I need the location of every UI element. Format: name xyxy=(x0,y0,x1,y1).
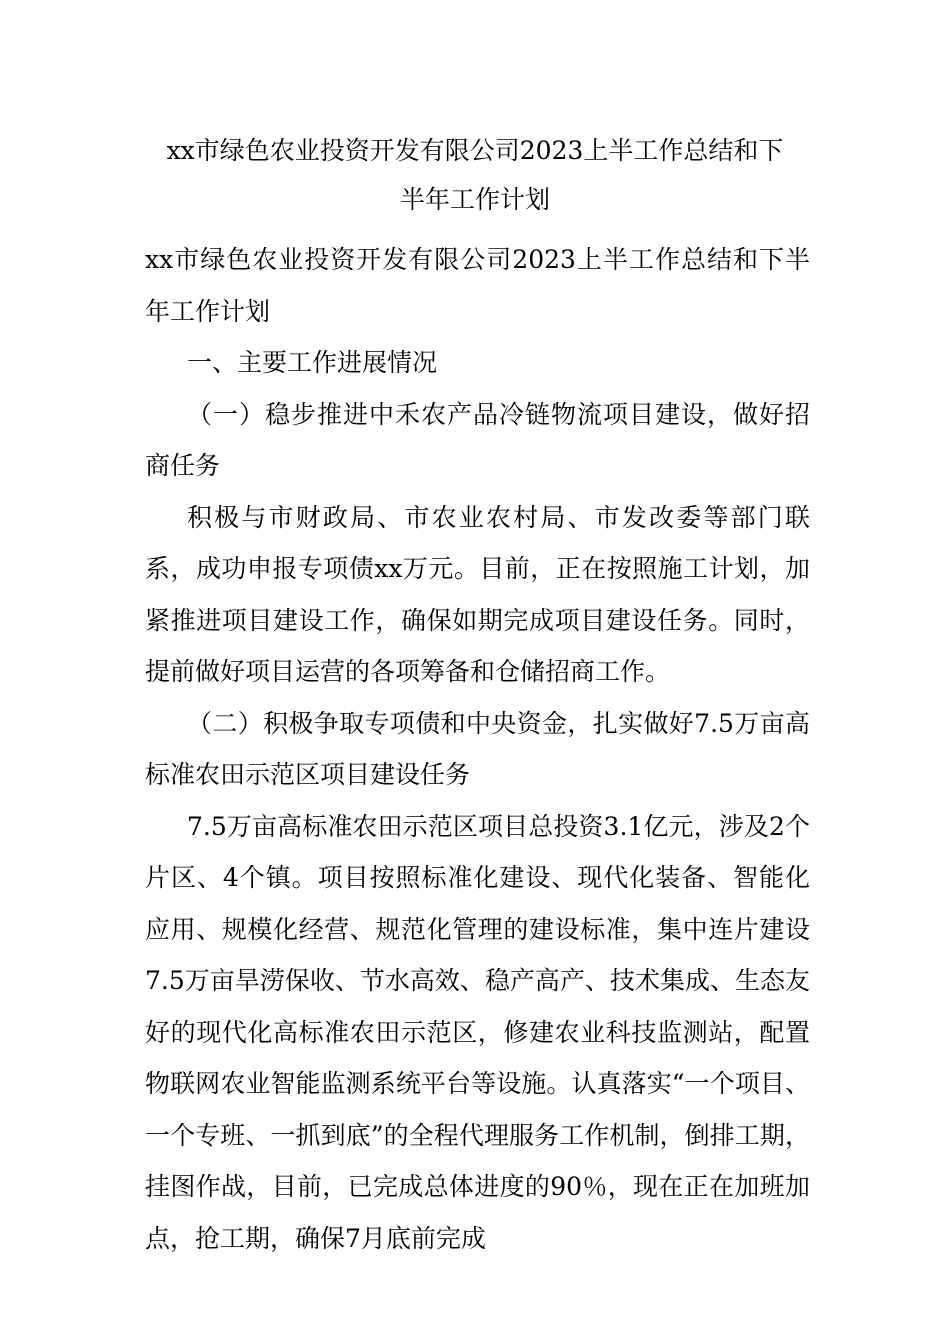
subsection-heading-2: （二）积极争取专项债和中央资金，扎实做好7.5万亩高标准农田示范区项目建设任务 xyxy=(145,708,810,789)
document-title-line-2: 半年工作计划 xyxy=(399,185,550,214)
subsection-heading-1: （一）稳步推进中禾农产品冷链物流项目建设，做好招商任务 xyxy=(145,399,810,480)
body-paragraph-1: 积极与市财政局、市农业农村局、市发改委等部门联系，成功申报专项债xx万元。目前，正在按照施工计划，加紧推进项目建设工作，确保如期完成项目建设任务。同时，提前做好项目运营的各项筹备和仓储招商工作。 xyxy=(145,502,810,686)
repeated-title-paragraph: xx市绿色农业投资开发有限公司2023上半工作总结和下半年工作计划 xyxy=(145,245,810,326)
section-heading-1: 一、主要工作进展情况 xyxy=(187,348,438,377)
document-body xyxy=(145,234,810,1264)
document-title-line-1: xx市绿色农业投资开发有限公司2023上半工作总结和下 xyxy=(166,136,784,165)
body-paragraph-2: 7.5万亩高标准农田示范区项目总投资3.1亿元，涉及2个片区、4个镇。项目按照标准化建设、现代化装备、智能化应用、规模化经营、规范化管理的建设标准，集中连片建设7.5万亩旱涝保收、节水高效、稳产高产、技术集成、生态友好的现代化高标准农田示范区，修建农业科技监测站，配置物联网农业智能监测系统平台等设施。认真落实“一个项目、一个专班、一抓到底”的全程代理服务工作机制，倒排工期，挂图作战，目前，已完成总体进度的90％，现在正在加班加点，抢工期，确保7月底前完成 xyxy=(145,811,810,1253)
